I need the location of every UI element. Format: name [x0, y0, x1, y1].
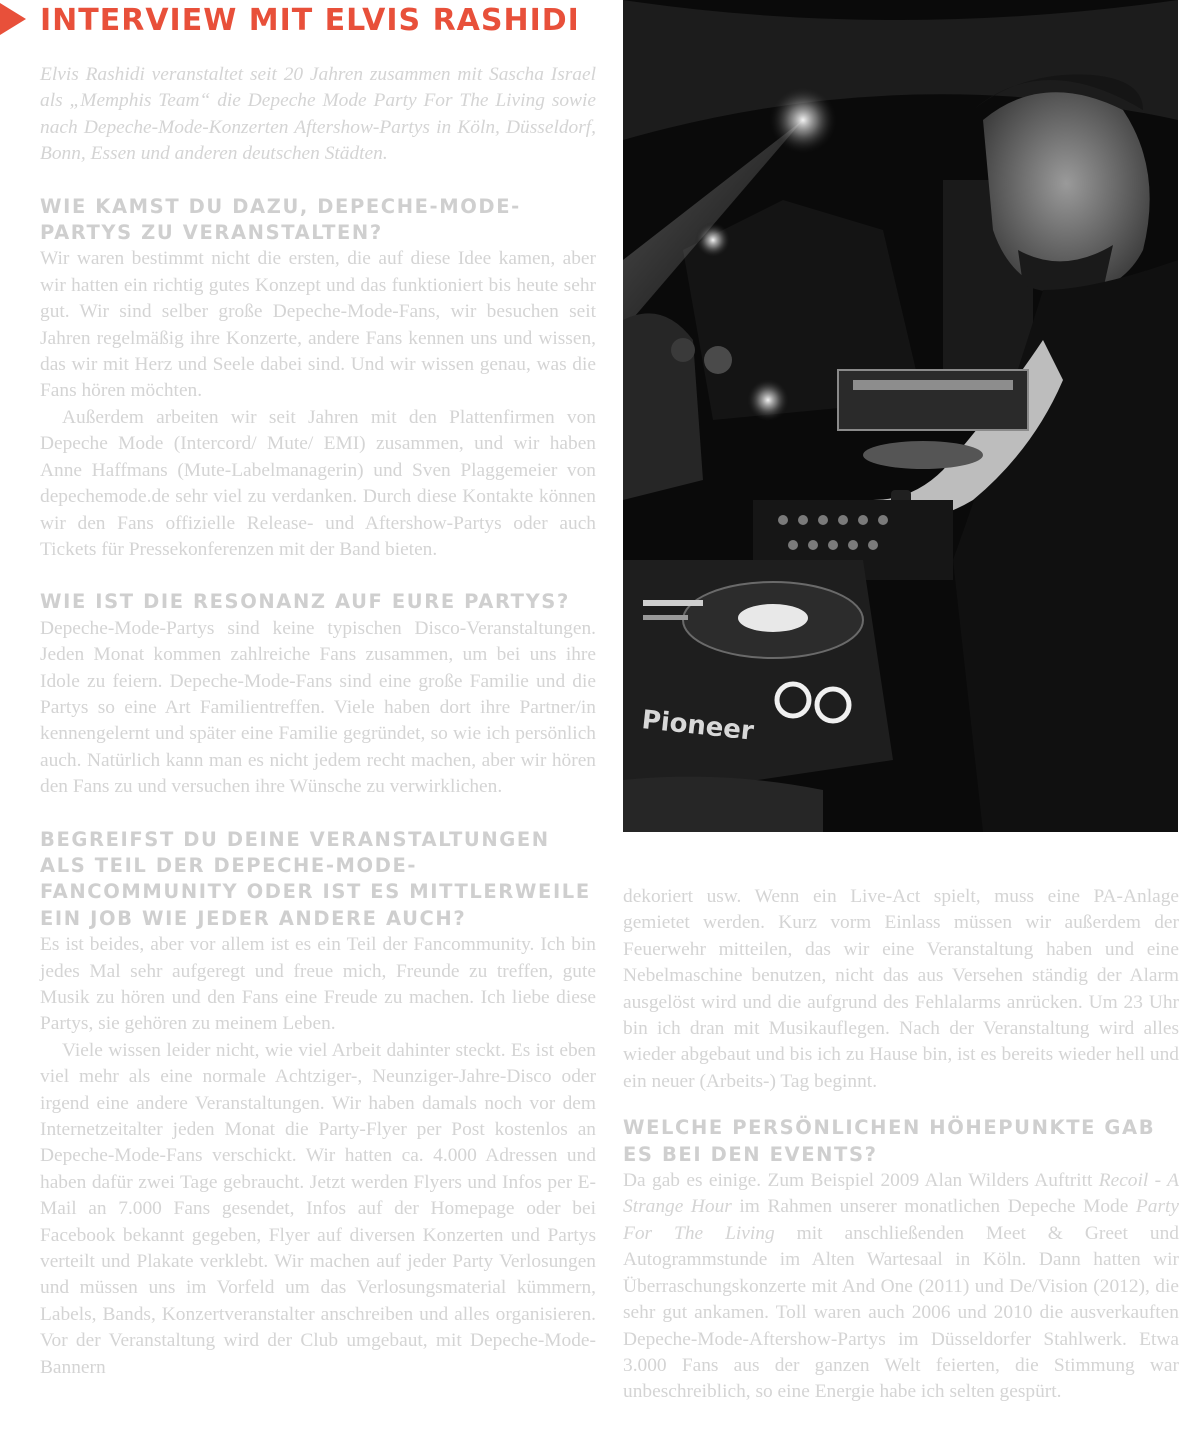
- answer-paragraph: Depeche-Mode-Partys sind keine typischen Disco-Veranstaltungen. Jeden Monat kommen zahlreiche Fans zusammen, um bei uns ihre Idole zu feiern. Depeche-Mode-Fans sind eine große Familie und die Partys so eine Art Familientreffen. Viele haben dort ihre Partner/in kennengelernt und später eine Familie gegründet, so wie ich persönlich auch. Natürlich kann man es nicht jedem recht machen, aber wir hören den Fans zu und versuchen ihre Wünsche zu verwirklichen.: [40, 617, 596, 798]
- pioneer-logo: Pioneer: [640, 705, 756, 747]
- question-heading: BEGREIFST DU DEINE VERANSTALTUNGEN ALS TEIL DER DEPECHE-MODE-FANCOMMUNITY ODER IST ES MITTLERWEILE EIN JOB WIE JEDER ANDERE AUCH?: [40, 827, 591, 930]
- title-arrow-icon: [0, 3, 26, 35]
- answer-paragraph: Es ist beides, aber vor allem ist es ein Teil der Fancommunity. Ich bin jedes Mal sehr aufgeregt und freue mich, Freunde zu treffen, gute Musik zu hören und den Fans eine Freude zu machen. Ich liebe diese Partys, sie gehören zu meinem Leben.: [40, 934, 596, 1035]
- question-heading: WIE IST DIE RESONANZ AUF EURE PARTYS?: [40, 590, 570, 614]
- answer-paragraph: Da gab es einige. Zum Beispiel 2009 Alan Wilders Auftritt Recoil - A Strange Hour im Rahmen unserer monatlichen Depeche Mode Party For The Living mit anschließenden Meet & Greet und Autogrammstunde im Alten Wartesaal in Köln. Dann hatten wir Überraschungskonzerte mit And One (2011) und De/Vision (2012), die sehr gut ankamen. Toll waren auch 2006 und 2010 die ausverkauften Depeche-Mode-Aftershow-Partys im Düsseldorfer Stahlwerk. Etwa 3.000 Fans aus der ganzen Welt feierten, die Stimmung war unbeschreiblich, so eine Energie habe ich selten gespürt.: [623, 1170, 1180, 1403]
- page-title: INTERVIEW MIT ELVIS RASHIDI: [40, 3, 580, 38]
- dj-photo: [623, 0, 1178, 832]
- right-column: [623, 884, 1179, 1406]
- question-heading: WIE KAMST DU DAZU, DEPECHE-MODE-PARTYS ZU VERANSTALTEN?: [40, 194, 521, 245]
- answer-paragraph: Wir waren bestimmt nicht die ersten, die auf diese Idee kamen, aber wir hatten ein richtig gutes Konzept und das funktioniert bis heute sehr gut. Wir sind selber große Depeche-Mode-Fans, wir besuchen seit Jahren regelmäßig ihre Konzerte, andere Fans kennen uns und wissen, das wir mit Herz und Seele dabei sind. Und wir wissen genau, was die Fans hören möchten.: [40, 248, 596, 402]
- answer-paragraph: Außerdem arbeiten wir seit Jahren mit den Plattenfirmen von Depeche Mode (Intercord/ Mute/ EMI) zusammen, und wir haben Anne Haffmans (Mute-Labelmanagerin) und Sven Plaggemeier von depechemode.de sehr viel zu verdanken. Durch diese Kontakte können wir den Fans offizielle Release- und Aftershow-Partys oder auch Tickets für Pressekonferenzen mit der Band bieten.: [40, 406, 596, 560]
- intro-text: Elvis Rashidi veranstaltet seit 20 Jahren zusammen mit Sascha Israel als „Memphis Team“ die Depeche Mode Party For The Living sowie nach Depeche-Mode-Konzerten Aftershow-Partys in Köln, Düsseldorf, Bonn, Essen und anderen deutschen Städten.: [40, 64, 596, 165]
- answer-paragraph: dekoriert usw. Wenn ein Live-Act spielt, muss eine PA-Anlage gemietet werden. Kurz vorm Einlass müssen wir außerdem der Feuerwehr mitteilen, das wir eine Veranstaltung haben und eine Nebelmaschine benutzen, nicht das aus Versehen ständig der Alarm ausgelöst wird und die aufgrund des Fehlalarms anrücken. Um 23 Uhr bin ich dran mit Musikauflegen. Nach der Veranstaltung wird alles wieder abgebaut und bis ich zu Hause bin, ist es bereits wieder hell und ein neuer (Arbeits-) Tag beginnt.: [623, 886, 1179, 1092]
- left-column: [40, 62, 596, 1381]
- question-heading: WELCHE PERSÖNLICHEN HÖHEPUNKTE GAB ES BEI DEN EVENTS?: [623, 1116, 1156, 1166]
- answer-paragraph: Viele wissen leider nicht, wie viel Arbeit dahinter steckt. Es ist eben viel mehr als eine normale Achtziger-, Neunziger-Jahre-Disco oder irgend eine andere Veranstaltungen. Wir haben damals noch vor dem Internetzeitalter jeden Monat die Party-Flyer per Post kostenlos an Depeche-Mode-Fans verschickt. Wir hatten ca. 4.000 Adressen und haben dafür zwei Tage gebraucht. Jetzt werden Flyers und Infos per E-Mail an 7.000 Fans gesendet, Infos auf der Homepage oder bei Facebook bekannt gegeben, Flyer auf diversen Konzerten und Partys verteilt und Plakate verklebt. Wir machen auf jeder Party Verlosungen und müssen uns im Vorfeld um das Verlosungsmaterial kümmern, Labels, Bands, Konzertveranstalter anschreiben und alles organisieren. Vor der Veranstaltung wird der Club umgebaut, mit Depeche-Mode-Bannern: [40, 1039, 596, 1378]
